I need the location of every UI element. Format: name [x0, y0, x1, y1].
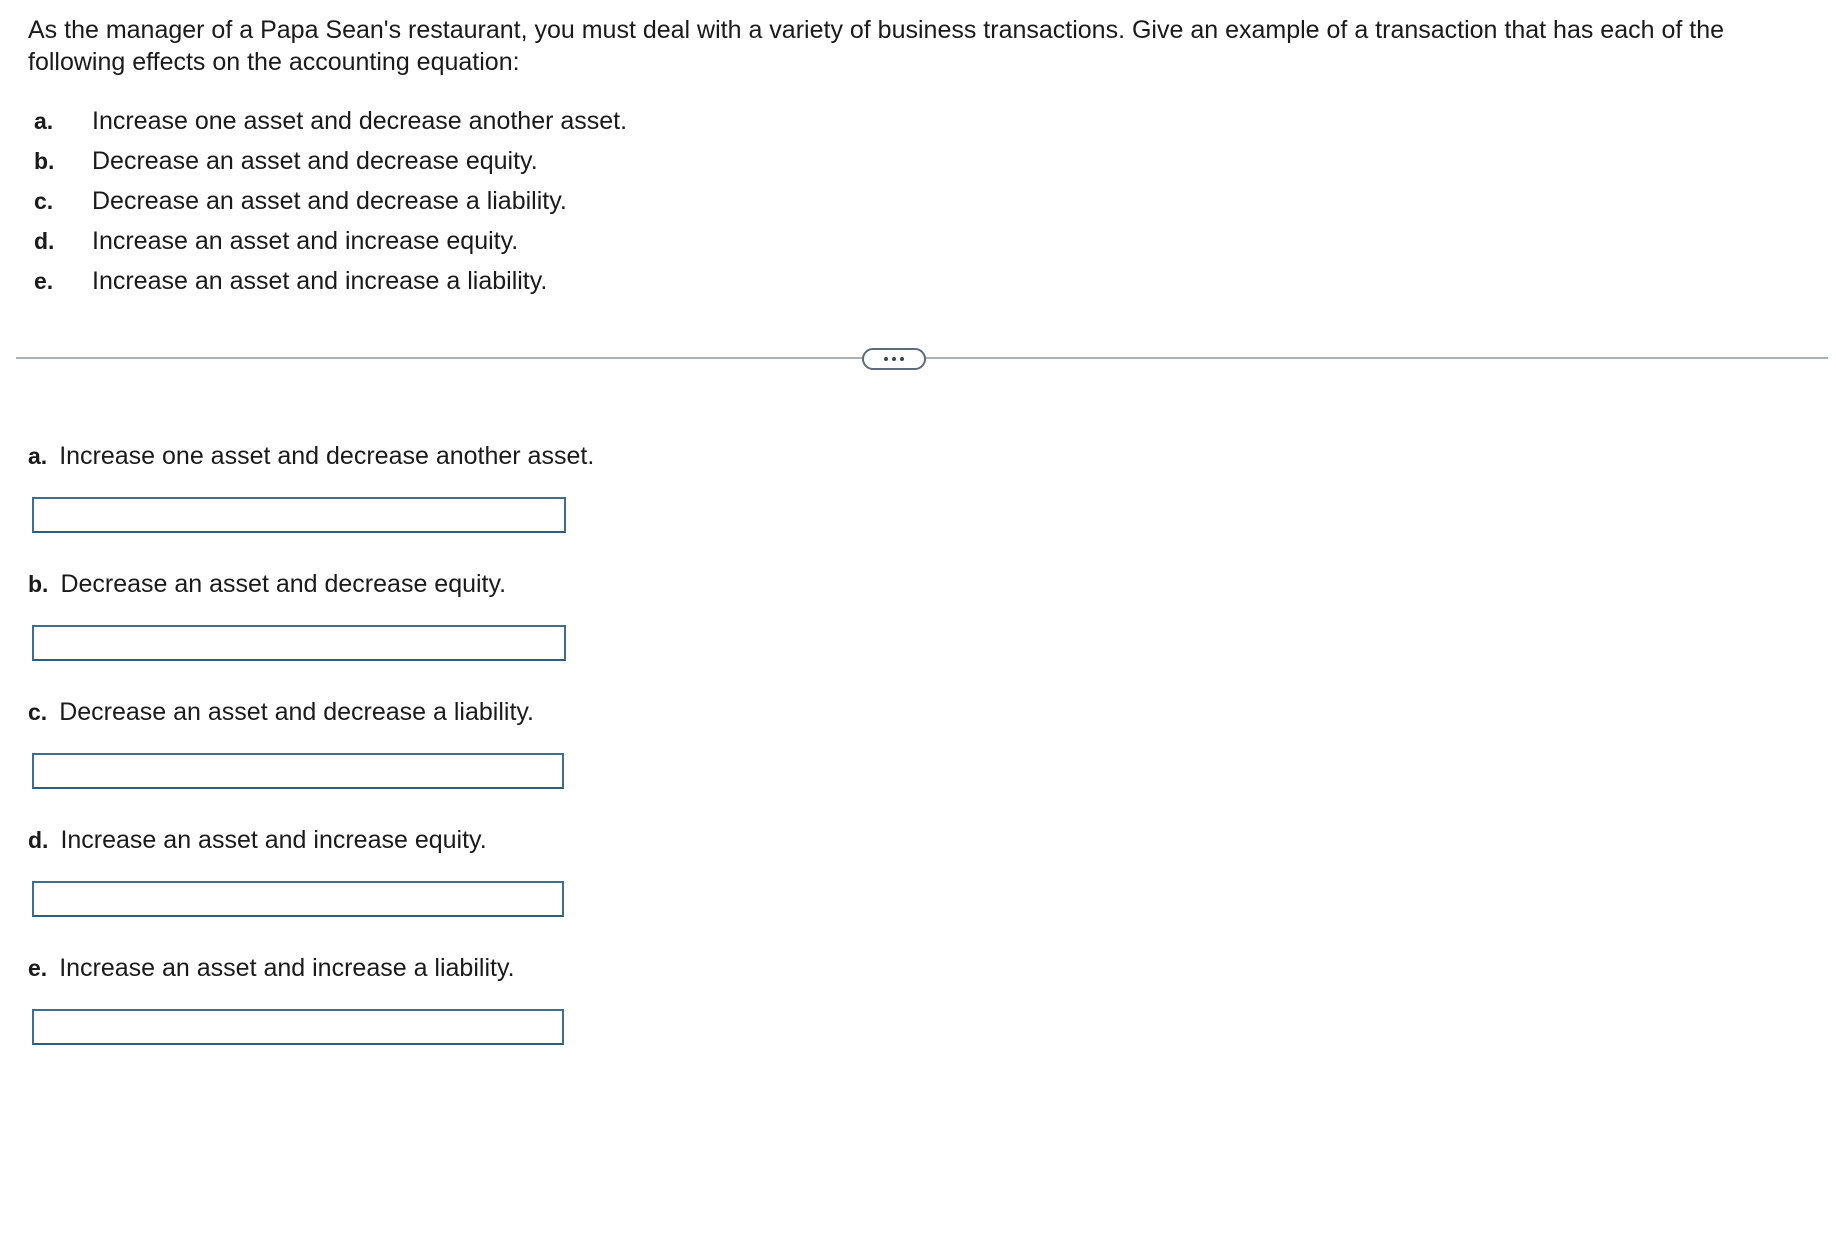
question-text: Decrease an asset and decrease a liability. — [59, 697, 534, 726]
question-d-label — [28, 824, 487, 856]
question-b-label — [28, 568, 506, 600]
list-item-text: Decrease an asset and decrease equity. — [92, 146, 538, 175]
list-item — [34, 261, 627, 301]
list-item-letter: d. — [34, 227, 55, 254]
expand-more-button[interactable] — [862, 348, 926, 370]
question-text: Increase an asset and increase a liability. — [59, 953, 515, 982]
list-item-letter: c. — [34, 187, 54, 214]
list-item — [34, 221, 627, 261]
question-c-label — [28, 696, 534, 728]
answer-input-a[interactable] — [32, 497, 566, 533]
list-item — [34, 181, 627, 221]
problem-statement: As the manager of a Papa Sean's restaurant, you must deal with a variety of business transactions. Give an example of a transaction that has each of the following effects on the accounting equation: — [28, 16, 1725, 76]
list-item-text: Increase one asset and decrease another asset. — [92, 106, 628, 135]
requirements-list — [34, 101, 627, 301]
list-item — [34, 101, 627, 141]
list-item-text: Increase an asset and increase a liability. — [92, 266, 548, 295]
answer-input-b[interactable] — [32, 625, 566, 661]
question-text: Increase one asset and decrease another asset. — [59, 441, 595, 470]
question-letter: a. — [28, 442, 48, 469]
list-item-letter: b. — [34, 147, 55, 174]
question-letter: e. — [28, 954, 48, 981]
list-item-letter: a. — [34, 107, 54, 134]
question-text: Increase an asset and increase equity. — [60, 825, 487, 854]
answer-input-d[interactable] — [32, 881, 564, 917]
list-item-letter: e. — [34, 267, 54, 294]
more-dot — [900, 357, 904, 361]
list-item-text: Increase an asset and increase equity. — [92, 226, 519, 255]
question-letter: d. — [28, 826, 49, 853]
list-item — [34, 141, 627, 181]
more-dots-icon — [884, 357, 888, 361]
question-letter: b. — [28, 570, 49, 597]
question-a-label — [28, 440, 594, 472]
answer-input-e[interactable] — [32, 1009, 564, 1045]
answer-input-c[interactable] — [32, 753, 564, 789]
list-item-text: Decrease an asset and decrease a liability. — [92, 186, 567, 215]
question-e-label — [28, 952, 515, 984]
question-text: Decrease an asset and decrease equity. — [60, 569, 507, 598]
more-dot — [892, 357, 896, 361]
question-letter: c. — [28, 698, 48, 725]
